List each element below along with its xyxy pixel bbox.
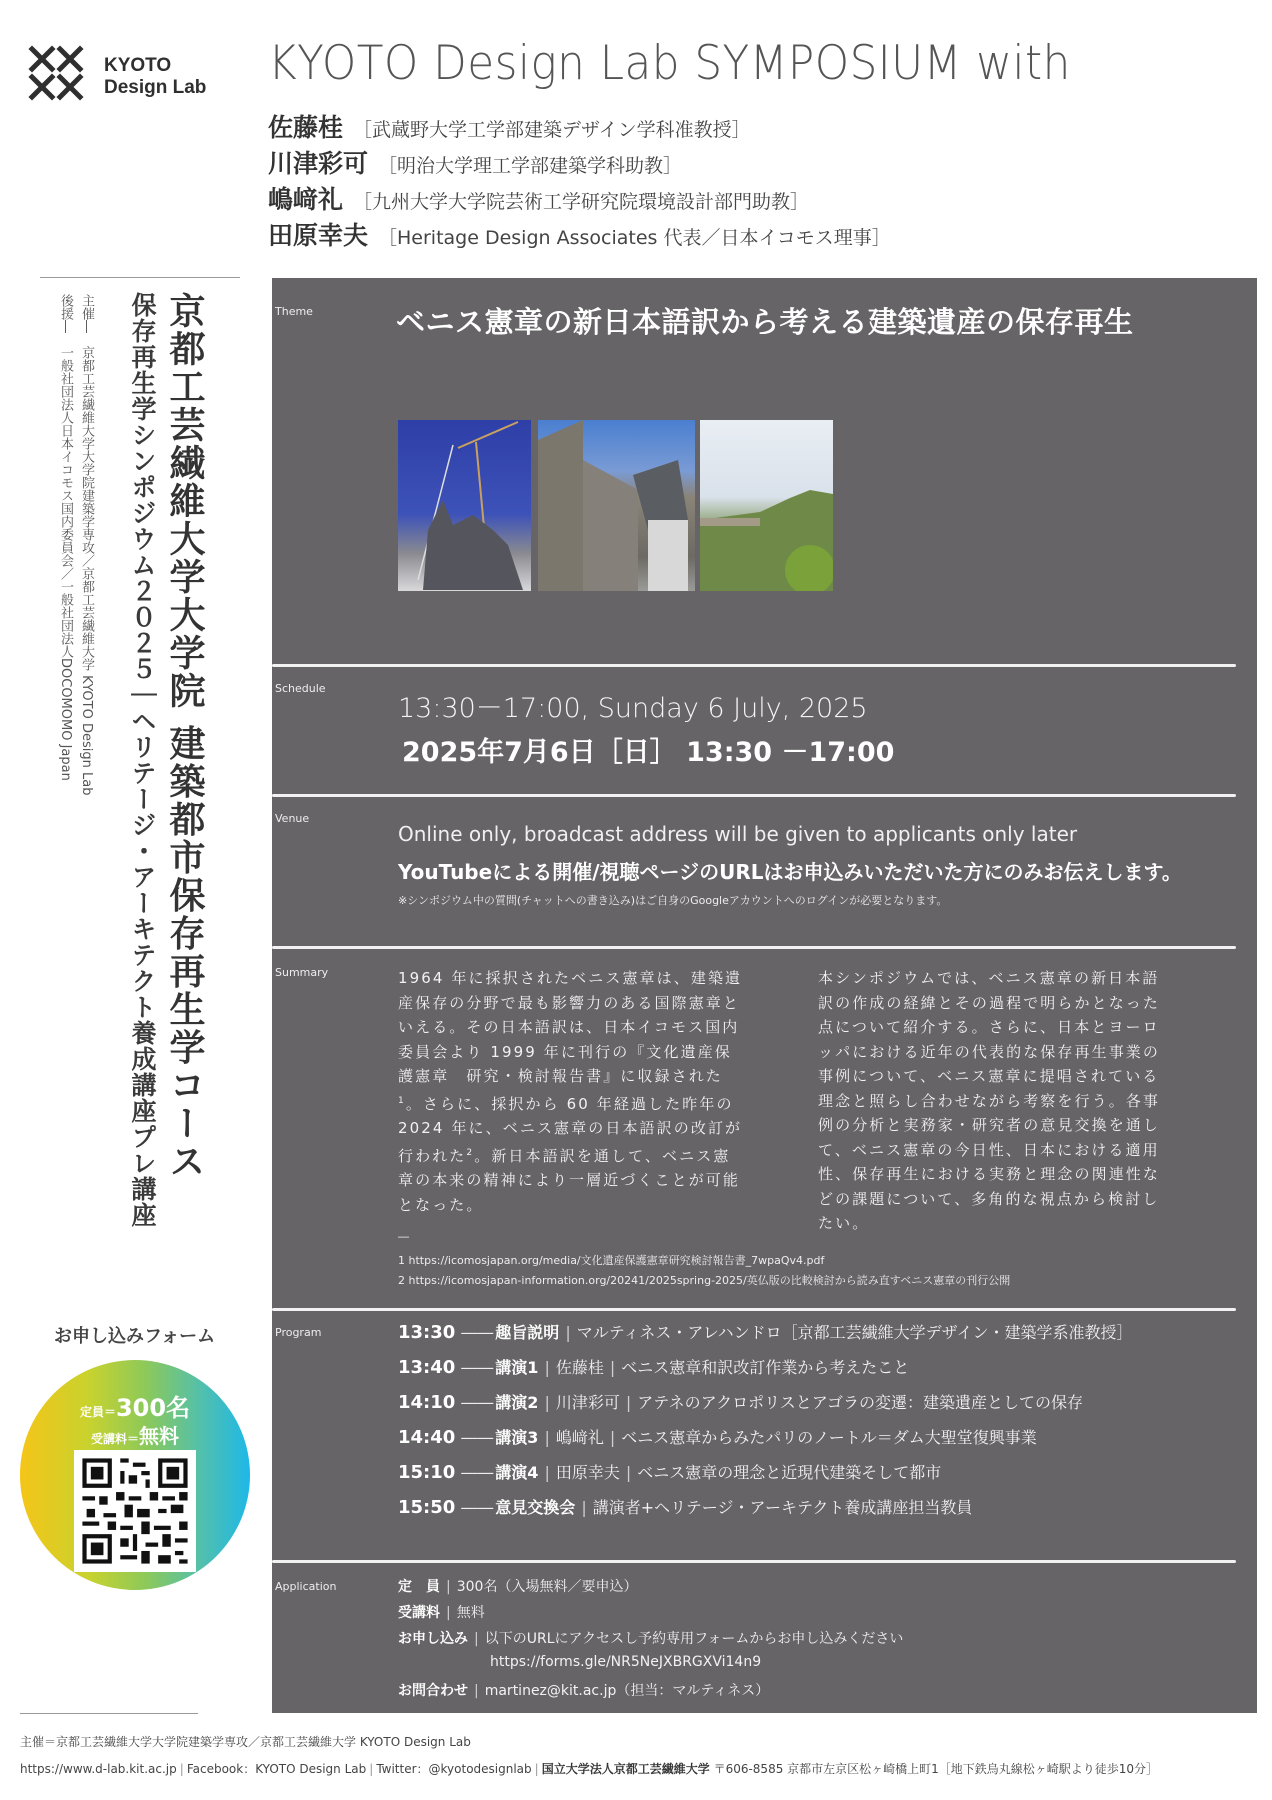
summary-column-2: 本シンポジウムでは、ベニス憲章の新日本語訳の作成の経緯とその過程で明らかとなった点について紹介する。さらに、日本とヨーロッパにおける近年の代表的な保存再生事業の事例について、ベニス憲章に提唱されている理念と照らし合わせながら考察を行う。各事例の分析と実務家・研究者の意見交換を通して、ベニス憲章の今日性、日本における適用性、保存再生における実務と理念の関連性などの課題について、多角的な視点から検討したい。 (818, 969, 1161, 1232)
footnote-dash: ― (398, 1230, 409, 1243)
application-row: お問合わせ | martinez@kit.ac.jp（担当：マルティネス） (398, 1680, 903, 1706)
fee-line (20, 1420, 250, 1449)
supporter-text: 後援― 一般社団法人日本イコモス国内委員会／一般社団法人DOCOMOMO Japan (58, 294, 73, 781)
speaker-affiliation: ［Heritage Design Associates 代表／日本イコモス理事］ (378, 227, 891, 249)
speaker-name: 田原幸夫 (268, 221, 369, 250)
acropolis-agora-photo (700, 420, 833, 591)
footer-links: https://www.d-lab.kit.ac.jp | Facebook：KYOTO Design Lab | Twitter：@kyotodesignlab | 国立大学法人京都工芸繊維大学 〒606-8585 京都市左京区松ヶ崎橋上町1［地下鉄烏丸線松ヶ崎駅より徒歩10分］ (20, 1762, 1159, 1776)
capacity-label: 定員＝ (79, 1405, 116, 1419)
speaker-item (268, 108, 891, 144)
crane-icon (398, 420, 531, 591)
application-form-link[interactable]: https://forms.gle/NR5NeJXBRGXVi14n9 (490, 1654, 762, 1670)
application-row: お申し込み | 以下のURLにアクセスし予約専用フォームからお申し込みください (398, 1631, 904, 1647)
page-title: KYOTO Design Lab SYMPOSIUM with (268, 36, 1071, 91)
schedule-label: Schedule (275, 682, 326, 695)
qr-code-icon[interactable] (74, 1450, 196, 1572)
program-item: 14:10 ―― 講演2 | 川津彩可 | アテネのアクロポリスとアゴラの変遷：建築遺産としての保存 (398, 1392, 1083, 1413)
footnote-ref[interactable]: 1 (398, 1095, 406, 1106)
program-label: Program (275, 1326, 322, 1339)
speaker-affiliation: ［武蔵野大学工学部建築デザイン学科准教授］ (353, 119, 751, 141)
speaker-item (268, 216, 891, 252)
summary-label: Summary (275, 966, 329, 979)
building-icon (538, 420, 695, 591)
university-name: 国立大学法人京都工芸繊維大学 (541, 1762, 710, 1776)
footnote-ref[interactable]: 2 (466, 1147, 475, 1158)
capacity-value: 300名 (115, 1394, 191, 1422)
address: 〒606-8585 京都市左京区松ヶ崎橋上町1［地下鉄烏丸線松ヶ崎駅より徒歩10分］ (713, 1762, 1159, 1776)
schedule-japanese: 2025年7月6日［日］ 13:30 －17:00 (402, 737, 895, 768)
organizer-text: 主催― 京都工芸繊維大学大学院建築学専攻／京都工芸繊維大学 KYOTO Design Lab (79, 294, 94, 796)
speaker-item (268, 180, 891, 216)
notre-dame-reconstruction-photo (398, 420, 531, 591)
section-divider (272, 794, 1236, 797)
footnote-2[interactable]: 2 https://icomosjapan-information.org/20241/2025spring-2025/英仏版の比較検討から読み直すベニス憲章の刊行公開 (398, 1274, 1011, 1287)
application-row: 受講料 | 無料 (398, 1605, 485, 1621)
capacity-line (20, 1388, 250, 1423)
summary-column-1: 1964 年に採択されたベニス憲章は、建築遺産保存の分野で最も影響力のある国際憲章といえる。その日本語訳は、日本イコモス国内委員会より 1999 年に刊行の『文化遺産保護憲章 研究・検討報告書』に収録された$^1$。さらに、採択から 60 年経過した昨年の 2024 年に、ベニス憲章の日本語訳の改訂が行われた$^2$。新日本語訳を通して、ベニス憲章の本来の精神により一層近づくことが可能となった。 (398, 969, 743, 1214)
section-divider (272, 1308, 1236, 1311)
twitter-link[interactable]: Twitter：@kyotodesignlab (376, 1762, 532, 1776)
course-title: 京都工芸繊維大学大学院 建築都市保存再生学コース (164, 292, 205, 1181)
fee-value: 無料 (139, 1424, 179, 1448)
fee-label: 受講料＝ (90, 1432, 139, 1446)
section-divider (272, 946, 1236, 949)
application-form-badge (20, 1360, 250, 1590)
website-link[interactable]: https://www.d-lab.kit.ac.jp (20, 1762, 177, 1776)
speaker-item (268, 144, 891, 180)
speaker-name: 嶋﨑礼 (268, 185, 344, 214)
logo-line-2: Design Lab (104, 77, 207, 98)
program-list (398, 1320, 1133, 1530)
application-row: 定 員 | 300名（入場無料／要申込） (398, 1579, 638, 1595)
application-form-heading: お申し込みフォーム (54, 1326, 216, 1347)
program-item: 15:10 ―― 講演4 | 田原幸夫 | ベニス憲章の理念と近現代建築そして都市 (398, 1462, 942, 1483)
theme-title: ベニス憲章の新日本語訳から考える建築遺産の保存再生 (396, 305, 1134, 339)
divider (20, 1713, 198, 1714)
schedule-english: 13:30－17:00, Sunday 6 July, 2025 (398, 693, 868, 724)
speaker-affiliation: ［明治大学理工学部建築学科助教］ (378, 155, 683, 177)
logo-line-1: KYOTO (104, 55, 172, 76)
venue-english: Online only, broadcast address will be given to applicants only later (398, 822, 1078, 846)
venue-japanese: YouTubeによる開催/視聴ページのURLはお申込みいただいた方にのみお伝えします。 (398, 860, 1182, 884)
modern-building-photo (538, 420, 695, 591)
venue-note: ※シンポジウム中の質問(チャットへの書き込み)はご自身のGoogleアカウントへのログインが必要となります。 (398, 894, 948, 907)
hill-icon (700, 420, 833, 591)
section-divider (272, 664, 1236, 667)
event-info-panel (272, 278, 1257, 1713)
kyoto-design-lab-logo-icon (28, 45, 86, 103)
contact-email[interactable]: martinez@kit.ac.jp（担当：マルティネス） (484, 1683, 770, 1699)
symposium-subtitle: 保存再生学シンポジウム２０２５｜ヘリテージ・アーキテクト養成講座プレ講座 (128, 292, 157, 1228)
footnote-1[interactable]: 1 https://icomosjapan.org/media/文化遺産保護憲章研究検討報告書_7wpaQv4.pdf (398, 1254, 825, 1267)
program-item: 14:40 ―― 講演3 | 嶋﨑礼 | ベニス憲章からみたパリのノートル＝ダム大聖堂復興事業 (398, 1427, 1037, 1448)
speaker-affiliation: ［九州大学大学院芸術工学研究院環境設計部門助教］ (353, 191, 810, 213)
speaker-name: 川津彩可 (268, 149, 369, 178)
speaker-name: 佐藤桂 (268, 113, 344, 142)
venue-label: Venue (275, 812, 310, 825)
facebook-link[interactable]: Facebook：KYOTO Design Lab (186, 1762, 367, 1776)
footer-organizer: 主催＝京都工芸繊維大学大学院建築学専攻／京都工芸繊維大学 KYOTO Design Lab (20, 1735, 471, 1749)
theme-label: Theme (275, 305, 313, 318)
application-details (398, 1576, 903, 1706)
program-item: 13:40 ―― 講演1 | 佐藤桂 | ベニス憲章和訳改訂作業から考えたこと (398, 1357, 910, 1378)
program-item: 13:30 ―― 趣旨説明 | マルティネス・アレハンドロ［京都工芸繊維大学デザイン・建築学系准教授］ (398, 1322, 1133, 1343)
section-divider (272, 1560, 1236, 1563)
logo-text (104, 55, 206, 99)
speaker-list (268, 108, 891, 252)
application-label: Application (275, 1580, 337, 1593)
divider (40, 277, 240, 278)
program-item: 15:50 ―― 意見交換会 | 講演者+ヘリテージ・アーキテクト養成講座担当教員 (398, 1497, 973, 1518)
